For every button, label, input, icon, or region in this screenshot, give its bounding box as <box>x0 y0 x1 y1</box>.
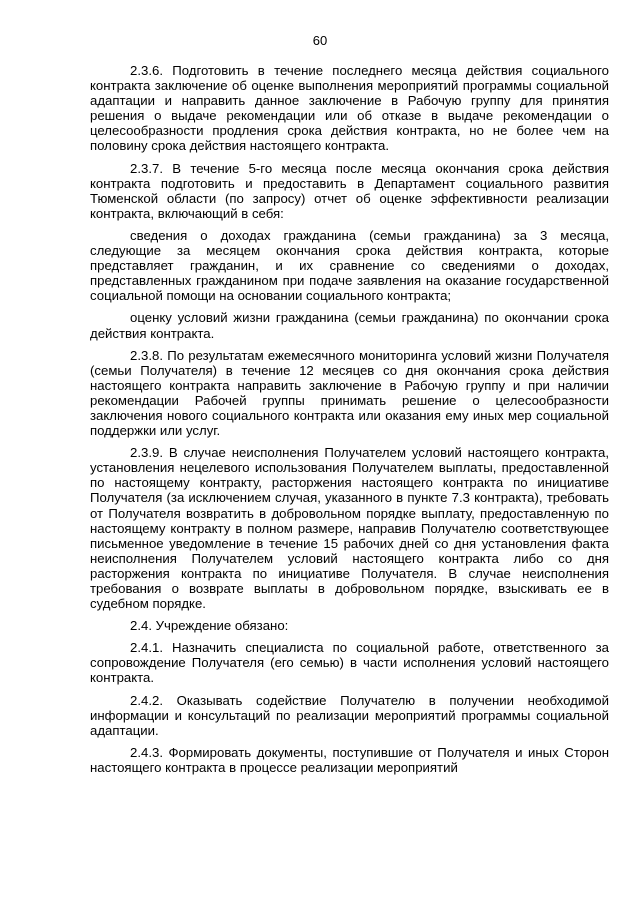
document-body <box>90 63 609 775</box>
paragraph-2-3-9: 2.3.9. В случае неисполнения Получателем условий настоящего контракта, установления нецелевого использования Получателем выплаты, предоставленной по настоящему контракту, расторжения настоящего контракта по инициативе Получателя (за исключением случая, указанного в пункте 7.3 контракта), требовать от Получателя возвратить в добровольном порядке выплату, предоставленную по настоящему контракту в полном размере, направив Получателю соответствующее письменное уведомление в течение 15 рабочих дней со дня установления факта неисполнения Получателем условий настоящего контракта либо со дня расторжения контракта по инициативе Получателя. В случае неисполнения требования о возврате выплаты в добровольном порядке, взыскивать ее в судебном порядке. <box>90 445 609 612</box>
paragraph-income-info: сведения о доходах гражданина (семьи гражданина) за 3 месяца, следующие за месяцем окончания срока действия контракта, которые представляет гражданин, и их сравнение со сведениями о доходах, представленных гражданином при подаче заявления на оказание государственной социальной помощи на основании социального контракта; <box>90 227 609 304</box>
paragraph-2-4-1: 2.4.1. Назначить специалиста по социальной работе, ответственного за сопровождение Получателя (его семью) в части исполнения условий настоящего контракта. <box>90 640 609 686</box>
paragraph-2-4: 2.4. Учреждение обязано: <box>130 618 289 634</box>
paragraph-2-4-2: 2.4.2. Оказывать содействие Получателю в получении необходимой информации и консультаций по реализации мероприятий программы социальной адаптации. <box>90 692 609 738</box>
paragraph-2-3-7: 2.3.7. В течение 5-го месяца после месяца окончания срока действия контракта подготовить и предоставить в Департамент социального развития Тюменской области (по запросу) отчет об оценке эффективности реализации контракта, включающий в себя: <box>90 160 609 221</box>
paragraph-2-3-8: 2.3.8. По результатам ежемесячного мониторинга условий жизни Получателя (семьи Получателя) в течение 12 месяцев со дня окончания срока действия настоящего контракта направить заключение в Рабочую группу и при наличии рекомендации Рабочей группы принимать решение о целесообразности заключения нового социального контракта или оказания ему иных мер социальной поддержки или услуг. <box>90 347 609 439</box>
page-number: 60 <box>312 33 328 48</box>
paragraph-living-conditions: оценку условий жизни гражданина (семьи гражданина) по окончании срока действия контракта. <box>90 310 609 341</box>
paragraph-2-3-6: 2.3.6. Подготовить в течение последнего месяца действия социального контракта заключение об оценке выполнения мероприятий программы социальной адаптации и направить данное заключение в Рабочую группу для принятия решения о выдаче рекомендации или об отказе в выдаче рекомендации о целесообразности продления срока действия контракта, но не более чем на половину срока действия настоящего контракта. <box>90 63 609 154</box>
paragraph-2-4-3: 2.4.3. Формировать документы, поступившие от Получателя и иных Сторон настоящего контракта в процессе реализации мероприятий <box>90 744 609 775</box>
